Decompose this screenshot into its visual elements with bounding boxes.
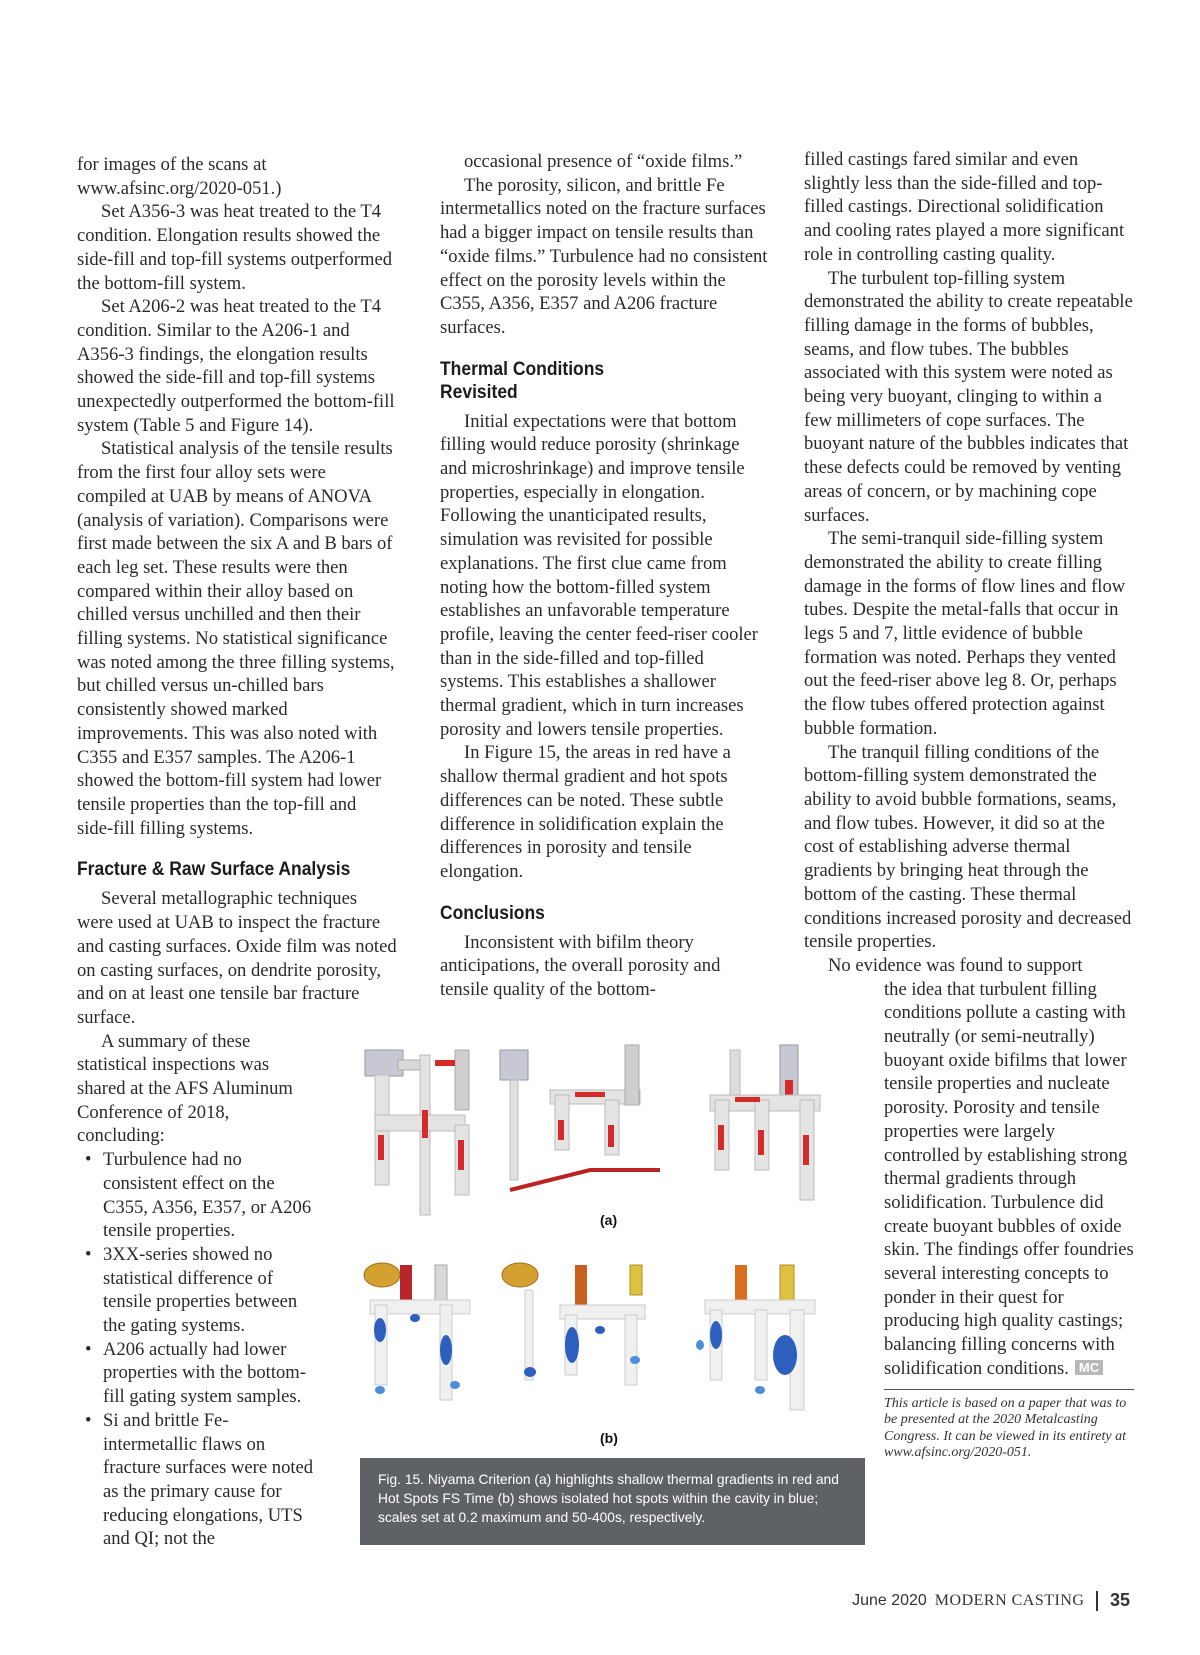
casting-model <box>710 1045 820 1200</box>
panel-label: (a) <box>600 1212 618 1228</box>
bullet-list <box>77 1148 317 1551</box>
paragraph: The porosity, silicon, and brittle Fe intermetallics noted on the fracture surfaces had a bigger impact on tensile results than “oxide films.” Turbulence had no consistent effect on the porosity levels within the C355, A356, E357 and A206 fracture surfaces. <box>440 174 768 338</box>
text-column-2 <box>440 150 770 1002</box>
page-number: 35 <box>1109 1590 1130 1610</box>
magazine-name: MODERN CASTING <box>934 1591 1085 1609</box>
list-item: • 3XX-series showed no statistical difference of tensile properties between the gating systems. <box>77 1243 317 1338</box>
paragraph: Set A206-2 was heat treated to the T4 condition. Similar to the A206-1 and A356-3 findings, the elongation results showed the side-fill and top-fill systems unexpectedly outperformed the bottom-fill system (Table 5 and Figure 14). <box>77 296 395 436</box>
section-heading: Conclusions <box>440 902 545 924</box>
list-item: • A206 actually had lower properties with the bottom-fill gating system samples. <box>77 1338 317 1409</box>
figure-caption-box <box>360 1458 865 1545</box>
figure-caption: Fig. 15. Niyama Criterion (a) highlights shallow thermal gradients in red and Hot Spots FS Time (b) shows isolated hot spots within the cavity in blue; scales set at 0.2 maximum and 50-400s, respectively. <box>378 1472 839 1525</box>
page-footer <box>852 1590 1130 1611</box>
niyama-criterion-image <box>360 1040 865 1230</box>
paragraph: The tranquil filling conditions of the bottom-filling system demonstrated the ability to avoid bubble formations, seams, and flow tubes. However, it did so at the cost of establishing adverse thermal gradients by bringing heat through the bottom of the casting. These thermal conditions increased porosity and decreased tensile properties. <box>804 741 1132 953</box>
panel-label: (b) <box>600 1430 618 1446</box>
section-heading: Thermal Conditions Revisited <box>440 358 605 403</box>
paragraph: occasional presence of “oxide films.” <box>464 151 743 172</box>
paragraph: for images of the scans at www.afsinc.org/2020-051.) <box>77 154 282 199</box>
paragraph: Inconsistent with bifilm theory anticipations, the overall porosity and tensile quality of the bottom- <box>440 931 721 1001</box>
casting-model <box>364 1263 470 1400</box>
hot-spots-image <box>360 1260 865 1430</box>
list-item: • Turbulence had no consistent effect on the C355, A356, E357, or A206 tensile properties. <box>77 1148 317 1243</box>
end-mark: MC <box>1075 1360 1103 1375</box>
paragraph: The turbulent top-filling system demonstrated the ability to create repeatable filling damage in the forms of bubbles, seams, and flow tubes. The bubbles associated with this system were noted as being very buoyant, clinging to within a few millimeters of cope surfaces. The buoyant nature of the bubbles indicates that these defects could be removed by venting areas of concern, or by machining cope surfaces. <box>804 267 1133 526</box>
paragraph: Statistical analysis of the tensile results from the first four alloy sets were compiled at UAB by means of ANOVA (analysis of variation). Comparisons were first made between the six A and B bars of each leg set. These results were then compared within their alloy based on chilled versus unchilled and then their filling systems. No statistical significance was noted among the three filling systems, but chilled versus un-chilled bars consistently showed marked improvements. This was also noted with C355 and E357 samples. The A206-1 showed the bottom-fill system had lower tensile properties than the top-fill and side-fill filling systems. <box>77 438 395 839</box>
issue-date: June 2020 <box>852 1591 927 1609</box>
figure-panel-a <box>360 1040 865 1250</box>
paragraph-text: the idea that turbulent filling conditions pollute a casting with neutrally (or semi-neutrally) buoyant oxide bifilms that lower tensile properties and nucleate porosity. Porosity and tensile properties were largely controlled by establishing strong thermal gradients through solidification. Turbulence did create buoyant bubbles of oxide skin. The findings offer foundries several interesting concepts to ponder in their quest for producing high quality castings; balancing filling concerns with solidification conditions. <box>884 978 1134 1379</box>
text-column-1 <box>77 153 397 1551</box>
casting-model <box>500 1045 660 1190</box>
paragraph: In Figure 15, the areas in red have a shallow thermal gradient and hot spots differences can be noted. These subtle difference in solidification explain the differences in porosity and tensile elongation. <box>440 742 731 882</box>
paragraph: Set A356-3 was heat treated to the T4 condition. Elongation results showed the side-fill and top-fill systems outperformed the bottom-fill system. <box>77 201 392 294</box>
paragraph: No evidence was found to support <box>828 954 1083 976</box>
figure-15 <box>360 1040 865 1545</box>
article-credit: This article is based on a paper that was to be presented at the 2020 Metalcasting Congress. It can be viewed in its entirety at www.afsinc.org/2020-051. <box>884 1389 1134 1462</box>
divider <box>1096 1591 1098 1611</box>
figure-panel-b <box>360 1260 865 1450</box>
paragraph <box>884 978 1134 1381</box>
paragraph: filled castings fared similar and even slightly less than the side-filled and top-filled castings. Directional solidification and cooling rates played a more significant role in controlling casting quality. <box>804 149 1125 265</box>
paragraph: Several metallographic techniques were used at UAB to inspect the fracture and casting surfaces. Oxide film was noted on casting surfaces, on dendrite porosity, and on at least one tensile bar fracture surface. <box>77 888 397 1028</box>
paragraph: The semi-tranquil side-filling system demonstrated the ability to create filling damage in the forms of flow lines and flow tubes. Despite the metal-falls that occur in legs 5 and 7, little evidence of bubble formation was noted. Perhaps they vented out the feed-riser above leg 8. Or, perhaps the flow tubes offered protection against bubble formation. <box>804 528 1126 739</box>
casting-model <box>696 1265 815 1410</box>
paragraph: A summary of these statistical inspections was shared at the AFS Aluminum Conference of 2018, concluding: <box>77 1030 293 1147</box>
list-item: • Si and brittle Fe-intermetallic flaws on fracture surfaces were noted as the primary cause for reducing elongations, UTS and QI; not the <box>77 1409 317 1551</box>
paragraph: Initial expectations were that bottom filling would reduce porosity (shrinkage and microshrinkage) and improve tensile properties, especially in elongation. Following the unanticipated results, simulation was revisited for possible explanations. The first clue came from noting how the bottom-filled system establishes an unfavorable temperature profile, leaving the center feed-riser cooler than in the side-filled and top-filled systems. This establishes a shallower thermal gradient, which in turn increases porosity and lowers tensile properties. <box>440 410 758 740</box>
section-heading: Fracture & Raw Surface Analysis <box>77 859 351 881</box>
casting-model <box>502 1263 645 1385</box>
casting-model <box>365 1050 469 1215</box>
